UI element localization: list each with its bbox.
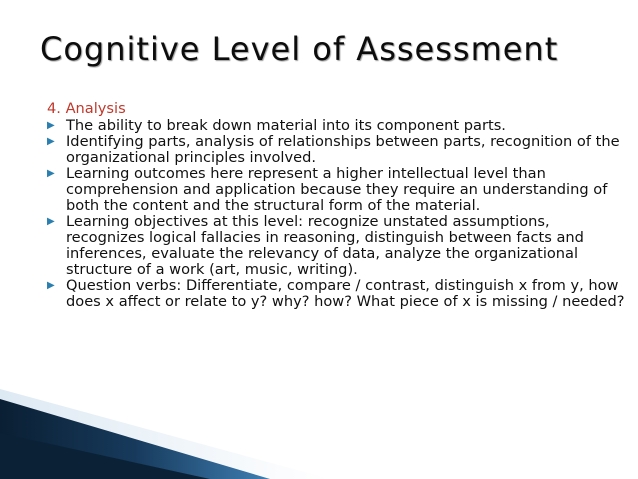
triangle-right-icon: ▶ — [47, 216, 55, 227]
bullet-text: Learning outcomes here represent a higher intellectual level than comprehension and application because they require an understanding of both the content and the structural form of the material. — [66, 165, 608, 214]
triangle-right-icon: ▶ — [47, 280, 55, 291]
bullet-list — [47, 118, 627, 310]
list-item — [47, 118, 627, 134]
bullet-text: Question verbs: Differentiate, compare / contrast, distinguish x from y, how does x affect or relate to y? why? how? What piece of x is missing / needed? — [66, 277, 625, 310]
list-item — [47, 134, 627, 166]
list-item — [47, 278, 627, 310]
slide-content — [47, 101, 627, 310]
decorative-corner-swoosh — [0, 389, 638, 479]
bullet-text: Identifying parts, analysis of relationships between parts, recognition of the organizational principles involved. — [66, 133, 620, 166]
triangle-right-icon: ▶ — [47, 120, 55, 131]
bullet-text: Learning objectives at this level: recognize unstated assumptions, recognizes logical fallacies in reasoning, distinguish between facts and inferences, evaluate the relevancy of data, analyze the organizational structure of a work (art, music, writing). — [66, 213, 584, 278]
slide-title: Cognitive Level of Assessment — [40, 30, 559, 68]
list-item — [47, 166, 627, 214]
section-heading: 4. Analysis — [47, 100, 126, 117]
bullet-text: The ability to break down material into its component parts. — [66, 117, 506, 134]
list-item — [47, 214, 627, 278]
triangle-right-icon: ▶ — [47, 168, 55, 179]
triangle-right-icon: ▶ — [47, 136, 55, 147]
